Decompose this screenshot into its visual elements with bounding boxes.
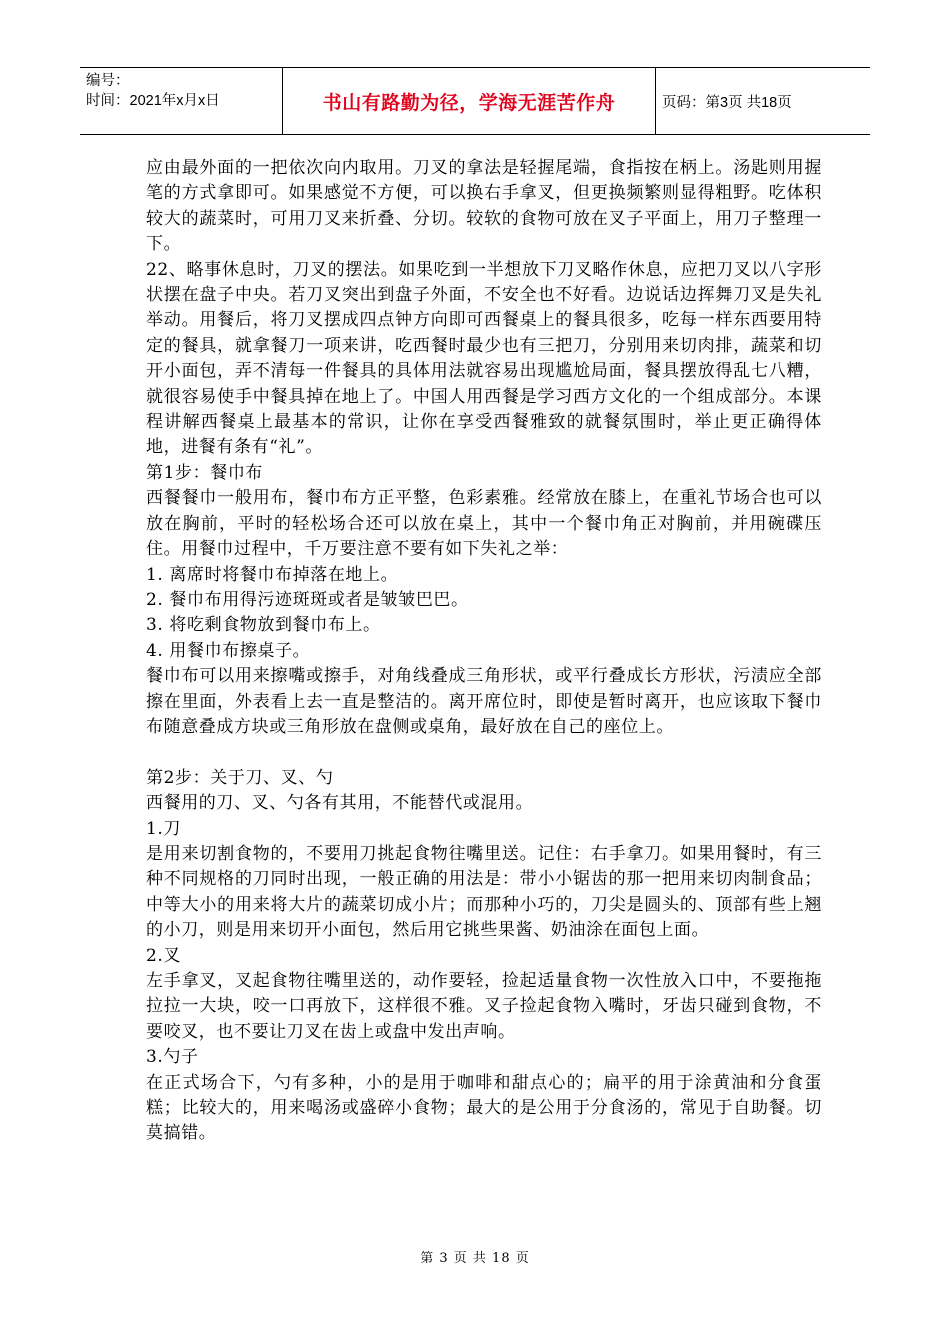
document-time-label: 时间：2021年x月x日	[86, 93, 220, 109]
knife-heading: 1.刀	[146, 818, 182, 839]
paragraph-fork: 左手拿叉，叉起食物往嘴里送的，动作要轻，捡起适量食物一次性放入口中，不要拖拖拉拉一大块，咬一口再放下，这样很不雅。叉子捡起食物入嘴时，牙齿只碰到食物，不要咬叉，也不要让刀叉在齿上或盘中发出声响。	[146, 970, 822, 1042]
paragraph-napkin-intro: 西餐餐巾一般用布，餐巾布方正平整，色彩素雅。经常放在膝上，在重礼节场合也可以放在胸前，平时的轻松场合还可以放在桌上，其中一个餐巾角正对胸前，并用碗碟压住。用餐巾过程中，千万要注意不要有如下失礼之举：	[146, 488, 822, 560]
paragraph-spoon: 在正式场合下，勺有多种，小的是用于咖啡和甜点心的；扁平的用于涂黄油和分食蛋糕；比较大的，用来喝汤或盛碎小食物；最大的是公用于分食汤的，常见于自助餐。切莫搞错。	[146, 1072, 822, 1144]
paragraph-cutlery-usage: 应由最外面的一把依次向内取用。刀叉的拿法是轻握尾端，食指按在柄上。汤匙则用握笔的方式拿即可。如果感觉不方便，可以换右手拿叉，但更换频繁则显得粗野。吃体积较大的蔬菜时，可用刀叉来折叠、分切。较软的食物可放在叉子平面上，用刀子整理一下。	[146, 158, 822, 255]
paragraph-resting-cutlery: 22、略事休息时，刀叉的摆法。如果吃到一半想放下刀叉略作休息，应把刀叉以八字形状摆在盘子中央。若刀叉突出到盘子外面，不安全也不好看。边说话边挥舞刀叉是失礼举动。用餐后，将刀叉摆成四点钟方向即可西餐桌上的餐具很多，吃每一样东西要用特定的餐具，就拿餐刀一项来讲，吃西餐时最少也有三把刀，分别用来切肉排，蔬菜和切开小面包，弄不清每一件餐具的具体用法就容易出现尴尬局面，餐具摆放得乱七八糟，就很容易使手中餐具掉在地上了。中国人用西餐是学习西方文化的一个组成部分。本课程讲解西餐桌上最基本的常识，让你在享受西餐雅致的就餐氛围时，举止更正确得体地，进餐有条有“礼”。	[146, 259, 822, 458]
header-motto: 书山有路勤为径，学海无涯苦作舟	[283, 68, 656, 134]
paragraph-knife: 是用来切割食物的，不要用刀挑起食物往嘴里送。记住：右手拿刀。如果用餐时，有三种不同规格的刀同时出现，一般正确的用法是：带小小锯齿的那一把用来切肉制食品；中等大小的用来将大片的蔬菜切成小片；而那种小巧的，刀尖是圆头的、顶部有些上翘的小刀，则是用来切开小面包，然后用它挑些果酱、奶油涂在面包上面。	[146, 843, 822, 941]
list-item: 1. 离席时将餐巾布掉落在地上。	[146, 564, 399, 585]
step-2-heading: 第2步：关于刀、叉、勺	[146, 767, 334, 788]
list-item: 4. 用餐巾布擦桌子。	[146, 640, 311, 661]
document-body	[146, 156, 822, 1147]
page-header	[80, 67, 870, 135]
list-item: 3. 将吃剩食物放到餐巾布上。	[146, 615, 381, 636]
fork-heading: 2.叉	[146, 945, 182, 966]
document-number-label: 编号：	[86, 73, 130, 89]
header-page-info: 页码：第3页 共18页	[662, 94, 792, 111]
header-meta	[80, 68, 283, 134]
paragraph-napkin-usage: 餐巾布可以用来擦嘴或擦手，对角线叠成三角形状，或平行叠成长方形状，污渍应全部擦在里面，外表看上去一直是整洁的。离开席位时，即使是暂时离开，也应该取下餐巾布随意叠成方块或三角形放在盘侧或桌角，最好放在自己的座位上。	[146, 666, 822, 737]
spoon-heading: 3.勺子	[146, 1047, 199, 1068]
list-item: 2. 餐巾布用得污迹斑斑或者是皱皱巴巴。	[146, 589, 469, 610]
step-1-heading: 第1步：餐巾布	[146, 462, 264, 483]
blank-line	[146, 740, 822, 765]
page-footer: 第 3 页 共 18 页	[420, 1251, 530, 1266]
paragraph-cutlery-intro: 西餐用的刀、叉、勺各有其用，不能替代或混用。	[146, 793, 534, 814]
